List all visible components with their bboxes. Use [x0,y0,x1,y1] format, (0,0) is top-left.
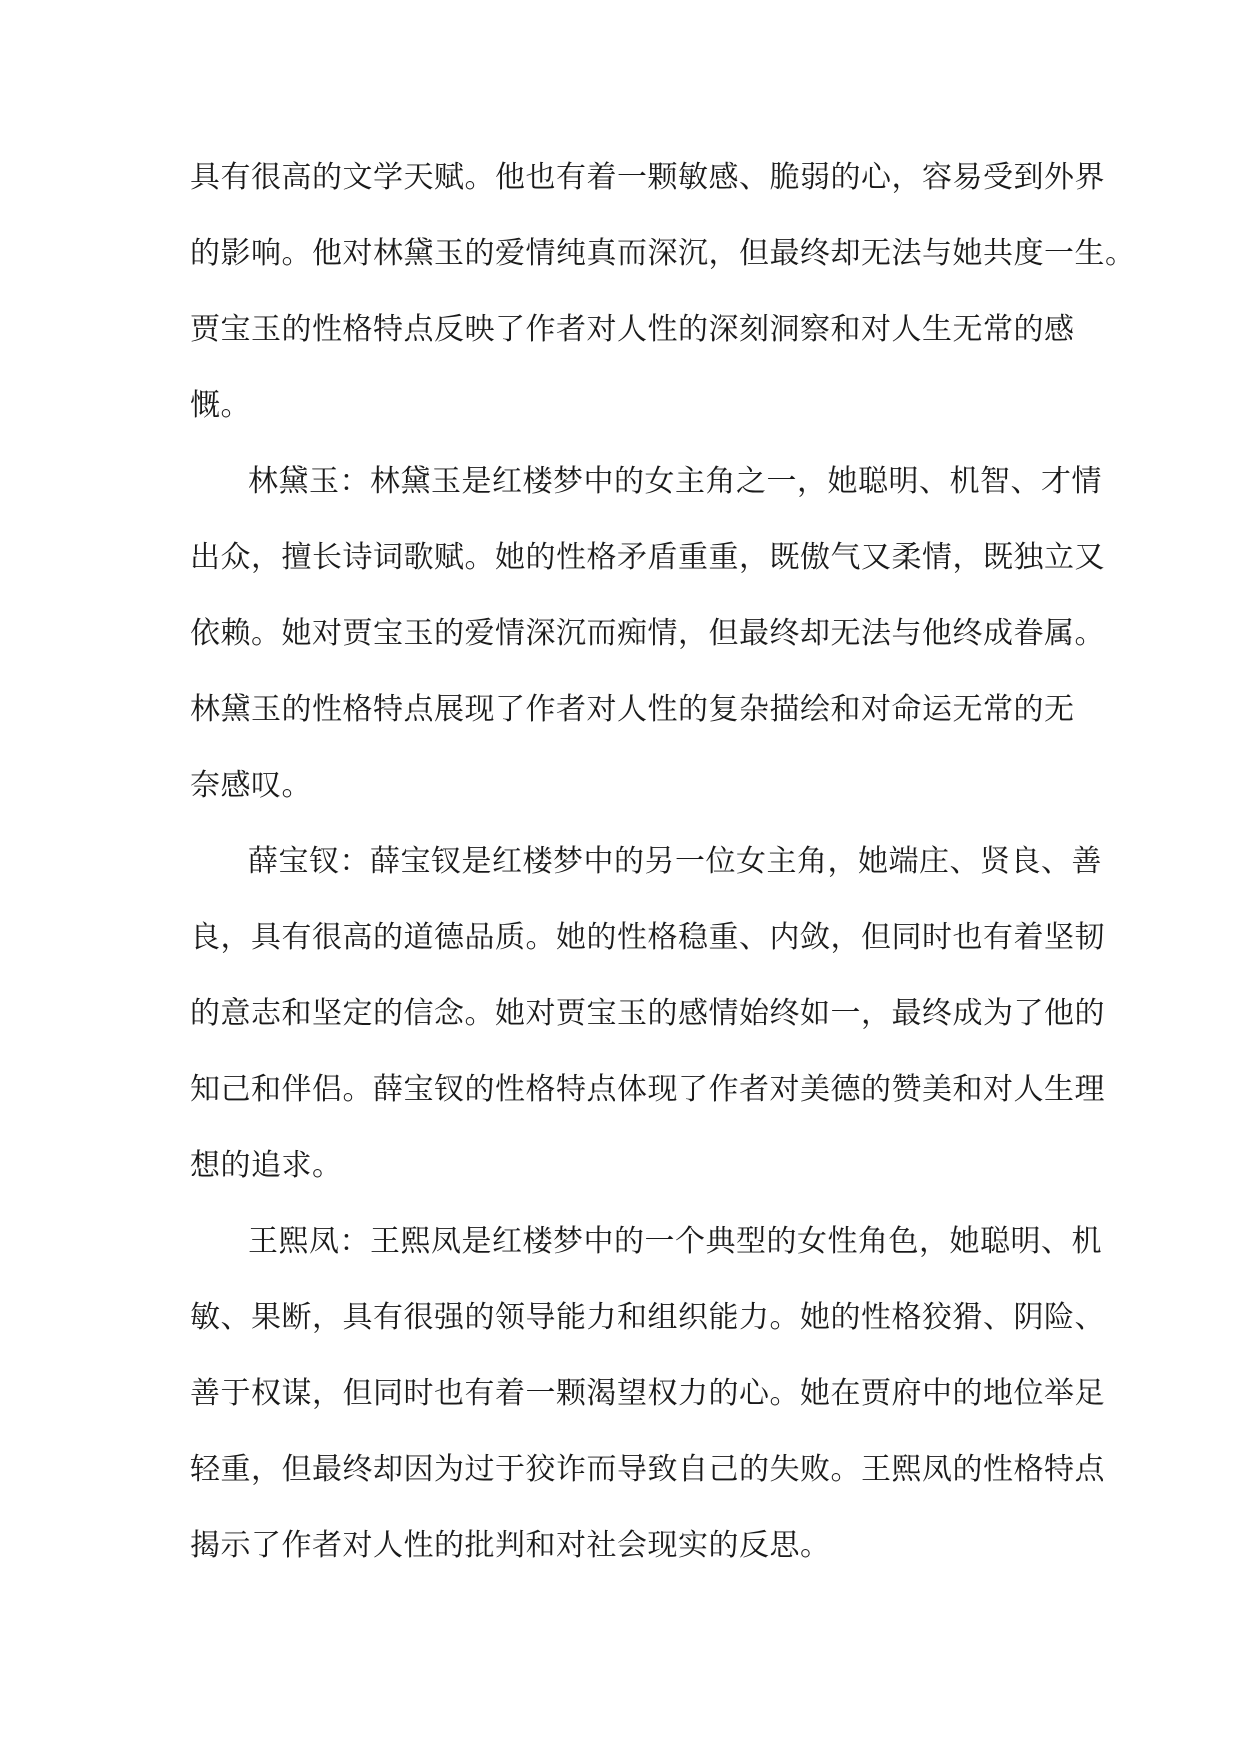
text-line: 敏、果断，具有很强的领导能力和组织能力。她的性格狡猾、阴险、 [190,1300,1105,1335]
text-line: 奈感叹。 [190,768,312,803]
text-line: 知己和伴侣。薛宝钗的性格特点体现了作者对美德的赞美和对人生理 [190,1072,1105,1107]
text-line: 王熙凤：王熙凤是红楼梦中的一个典型的女性角色，她聪明、机 [248,1224,1102,1259]
paragraph-xue-baochai [190,824,1105,1204]
text-line: 林黛玉的性格特点展现了作者对人性的复杂描绘和对命运无常的无 [190,692,1075,727]
text-line: 揭示了作者对人性的批判和对社会现实的反思。 [190,1528,831,1563]
text-line: 良，具有很高的道德品质。她的性格稳重、内敛，但同时也有着坚韧 [190,920,1105,955]
text-line: 的影响。他对林黛玉的爱情纯真而深沉，但最终却无法与她共度一生。 [190,236,1136,271]
text-line: 依赖。她对贾宝玉的爱情深沉而痴情，但最终却无法与他终成眷属。 [190,616,1105,651]
text-line: 具有很高的文学天赋。他也有着一颗敏感、脆弱的心，容易受到外界 [190,160,1105,195]
text-line: 想的追求。 [190,1148,343,1183]
text-line: 慨。 [190,388,251,423]
text-line: 的意志和坚定的信念。她对贾宝玉的感情始终如一，最终成为了他的 [190,996,1105,1031]
body-text [190,140,1136,1584]
paragraph-jia-baoyu-continued [190,140,1136,444]
text-line: 林黛玉：林黛玉是红楼梦中的女主角之一，她聪明、机智、才情 [248,464,1102,499]
text-line: 出众，擅长诗词歌赋。她的性格矛盾重重，既傲气又柔情，既独立又 [190,540,1105,575]
text-line: 贾宝玉的性格特点反映了作者对人性的深刻洞察和对人生无常的感 [190,312,1075,347]
text-line: 薛宝钗：薛宝钗是红楼梦中的另一位女主角，她端庄、贤良、善 [248,844,1102,879]
paragraph-lin-daiyu [190,444,1105,824]
text-line: 轻重，但最终却因为过于狡诈而导致自己的失败。王熙凤的性格特点 [190,1452,1105,1487]
text-line: 善于权谋，但同时也有着一颗渴望权力的心。她在贾府中的地位举足 [190,1376,1105,1411]
paragraph-wang-xifeng [190,1204,1105,1584]
